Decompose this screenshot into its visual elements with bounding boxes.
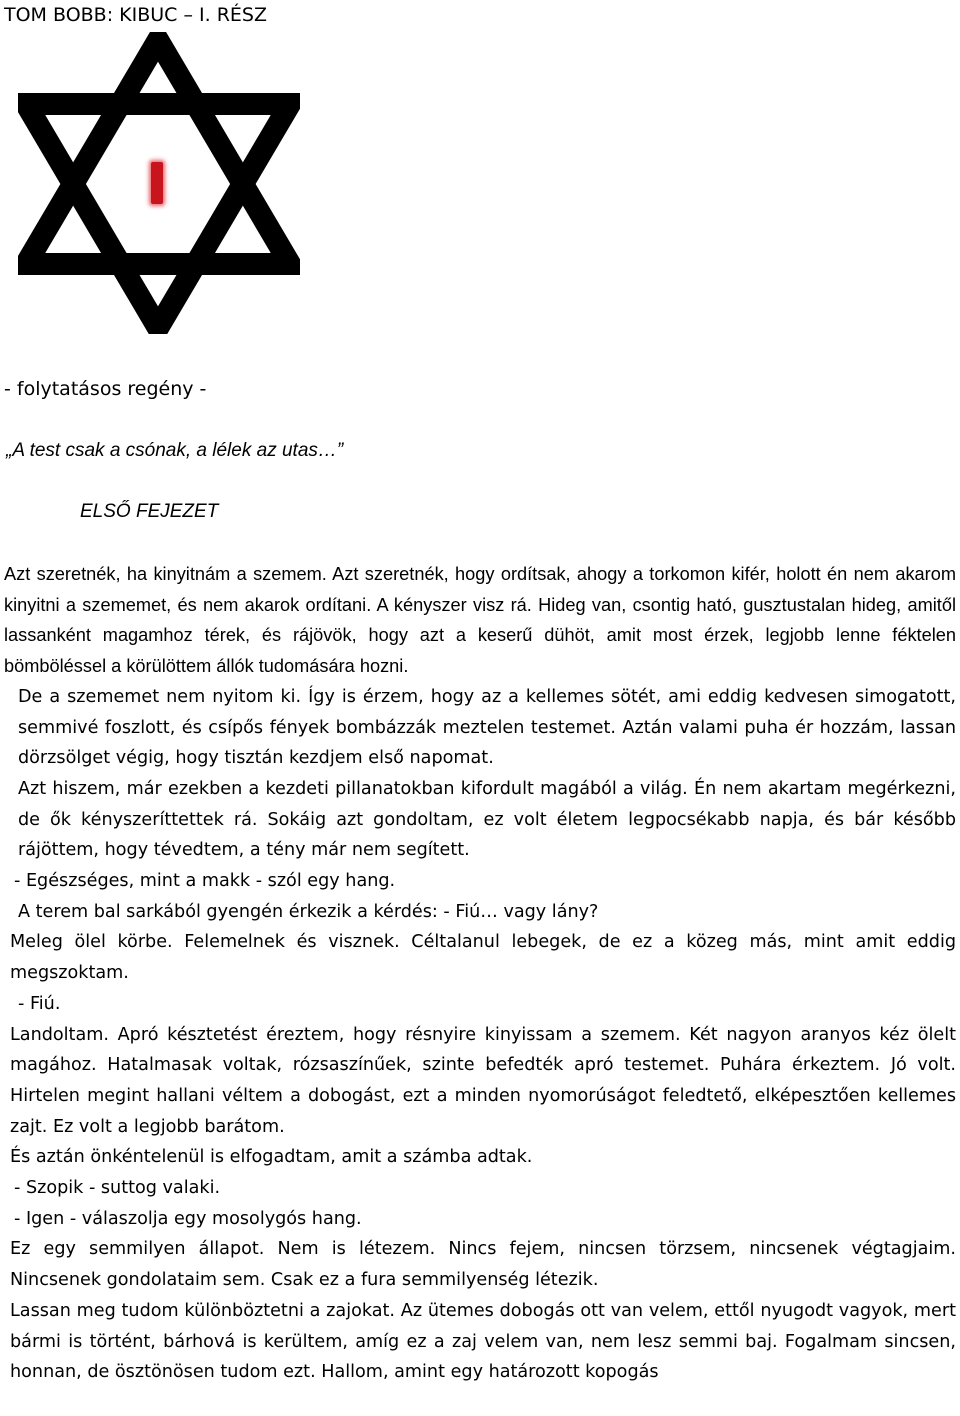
body-text [4, 559, 956, 1388]
chapter-heading: ELSŐ FEJEZET [80, 501, 219, 522]
paragraph: És aztán önkéntelenül is elfogadtam, amit a számba adtak. [10, 1147, 533, 1168]
paragraph: Azt hiszem, már ezekben a kezdeti pillanatokban kifordult magából a világ. Én nem akartam megérkezni, de ők kényszeríttettek rá. Sokáig azt gondoltam, ez volt életem legpocsékabb napja, és bár később rájöttem, hogy tévedtem, a tény már nem segített. [18, 778, 956, 861]
paragraph: Azt szeretnék, ha kinyitnám a szemem. Azt szeretnék, hogy ordítsak, ahogy a torkomon kifér, holott én nem akarom kinyitni a szememet, és nem akarok ordítani. A kényszer visz rá. Hideg van, csontig ható, gusztustalan hideg, amitől lassanként magamhoz térek, és rájövök, hogy azt a keserű dühöt, amit most érzek, legjobb lenne féktelen bömböléssel a körülöttem állók tudomására hozni. [4, 564, 956, 677]
star-of-david-icon [18, 32, 300, 334]
dialogue-line: - Fiú. [18, 993, 61, 1014]
paragraph: Meleg ölel körbe. Felemelnek és visznek. Céltalanul lebegek, de ez a közeg más, mint amit eddig megszoktam. [10, 932, 956, 984]
paragraph: De a szememet nem nyitom ki. Így is érzem, hogy az a kellemes sötét, ami eddig kedvesen simogatott, semmivé foszlott, és csípős fények bombázzák meztelen testemet. Aztán valami puha ér hozzám, lassan dörzsölget végig, hogy tisztán kezdjem első napomat. [18, 686, 956, 769]
roman-numeral-mark [149, 160, 165, 206]
paragraph: Ez egy semmilyen állapot. Nem is létezem. Nincs fejem, nincsen törzsem, nincsenek végtagjaim. Nincsenek gondolataim sem. Csak ez a fura semmilyenség létezik. [10, 1239, 956, 1291]
dialogue-line: - Szopik - suttog valaki. [14, 1178, 221, 1199]
dialogue-line: - Igen - válaszolja egy mosolygós hang. [14, 1208, 362, 1229]
paragraph: Lassan meg tudom különböztetni a zajokat. Az ütemes dobogás ott van velem, ettől nyugodt vagyok, mert bármi is történt, bárhová is kerültem, amíg ez a zaj velem van, nem lesz semmi baj. Fogalmam sincsen, honnan, de ösztönösen tudom ezt. Hallom, amint egy határozott kopogás [10, 1300, 956, 1383]
motto: „A test csak a csónak, a lélek az utas…” [6, 440, 344, 461]
paragraph: Landoltam. Apró késztetést éreztem, hogy résnyire kinyissam a szemem. Két nagyon aranyos kéz ölelt magához. Hatalmasak voltak, rózsaszínűek, szinte befedték apró testemet. Puhára érkeztem. Jó volt. Hirtelen megint hallani véltem a dobogást, ezt a minden nyomorúságot feledtető, elképesztően kellemes zajt. Ez volt a legjobb barátom. [10, 1024, 956, 1137]
paragraph: A terem bal sarkából gyengén érkezik a kérdés: - Fiú… vagy lány? [18, 901, 599, 922]
subtitle: - folytatásos regény - [4, 378, 207, 400]
page-title: TOM BOBB: KIBUC – I. RÉSZ [4, 4, 267, 26]
dialogue-line: - Egészséges, mint a makk - szól egy hang. [14, 871, 396, 892]
